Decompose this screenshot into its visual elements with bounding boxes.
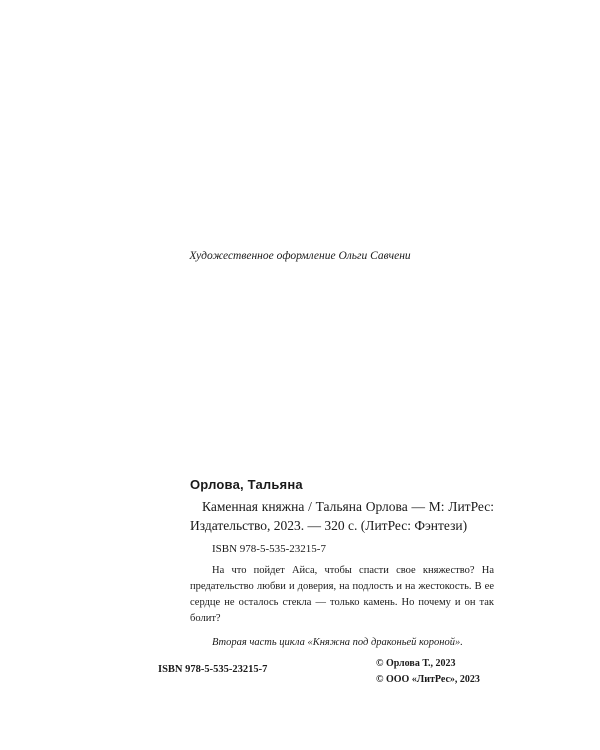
catalog-isbn: ISBN 978-5-535-23215-7 (212, 543, 326, 555)
catalog-record (190, 477, 494, 648)
bibliographic-description: Каменная княжна / Тальяна Орлова — М: ЛитРес: Издательство, 2023. — 320 с. (ЛитРес: Фэнтези) (190, 499, 494, 533)
author-heading: Орлова, Тальяна (190, 477, 303, 492)
footer-isbn: ISBN 978-5-535-23215-7 (158, 664, 268, 675)
copyright-publisher: © ООО «ЛитРес», 2023 (376, 674, 480, 685)
design-credit: Художественное оформление Ольги Савчени (189, 250, 411, 262)
annotation-text: На что пойдет Айса, чтобы спасти свое княжество? На предательство любви и доверия, на подлость и на жестокость. В ее сердце не осталось стекла — только камень. Но почему и он так болит? (190, 565, 494, 624)
copyright-block (376, 656, 480, 688)
copyright-author: © Орлова Т., 2023 (376, 658, 456, 669)
series-note: Вторая часть цикла «Княжна под драконьей короной». (212, 637, 463, 648)
